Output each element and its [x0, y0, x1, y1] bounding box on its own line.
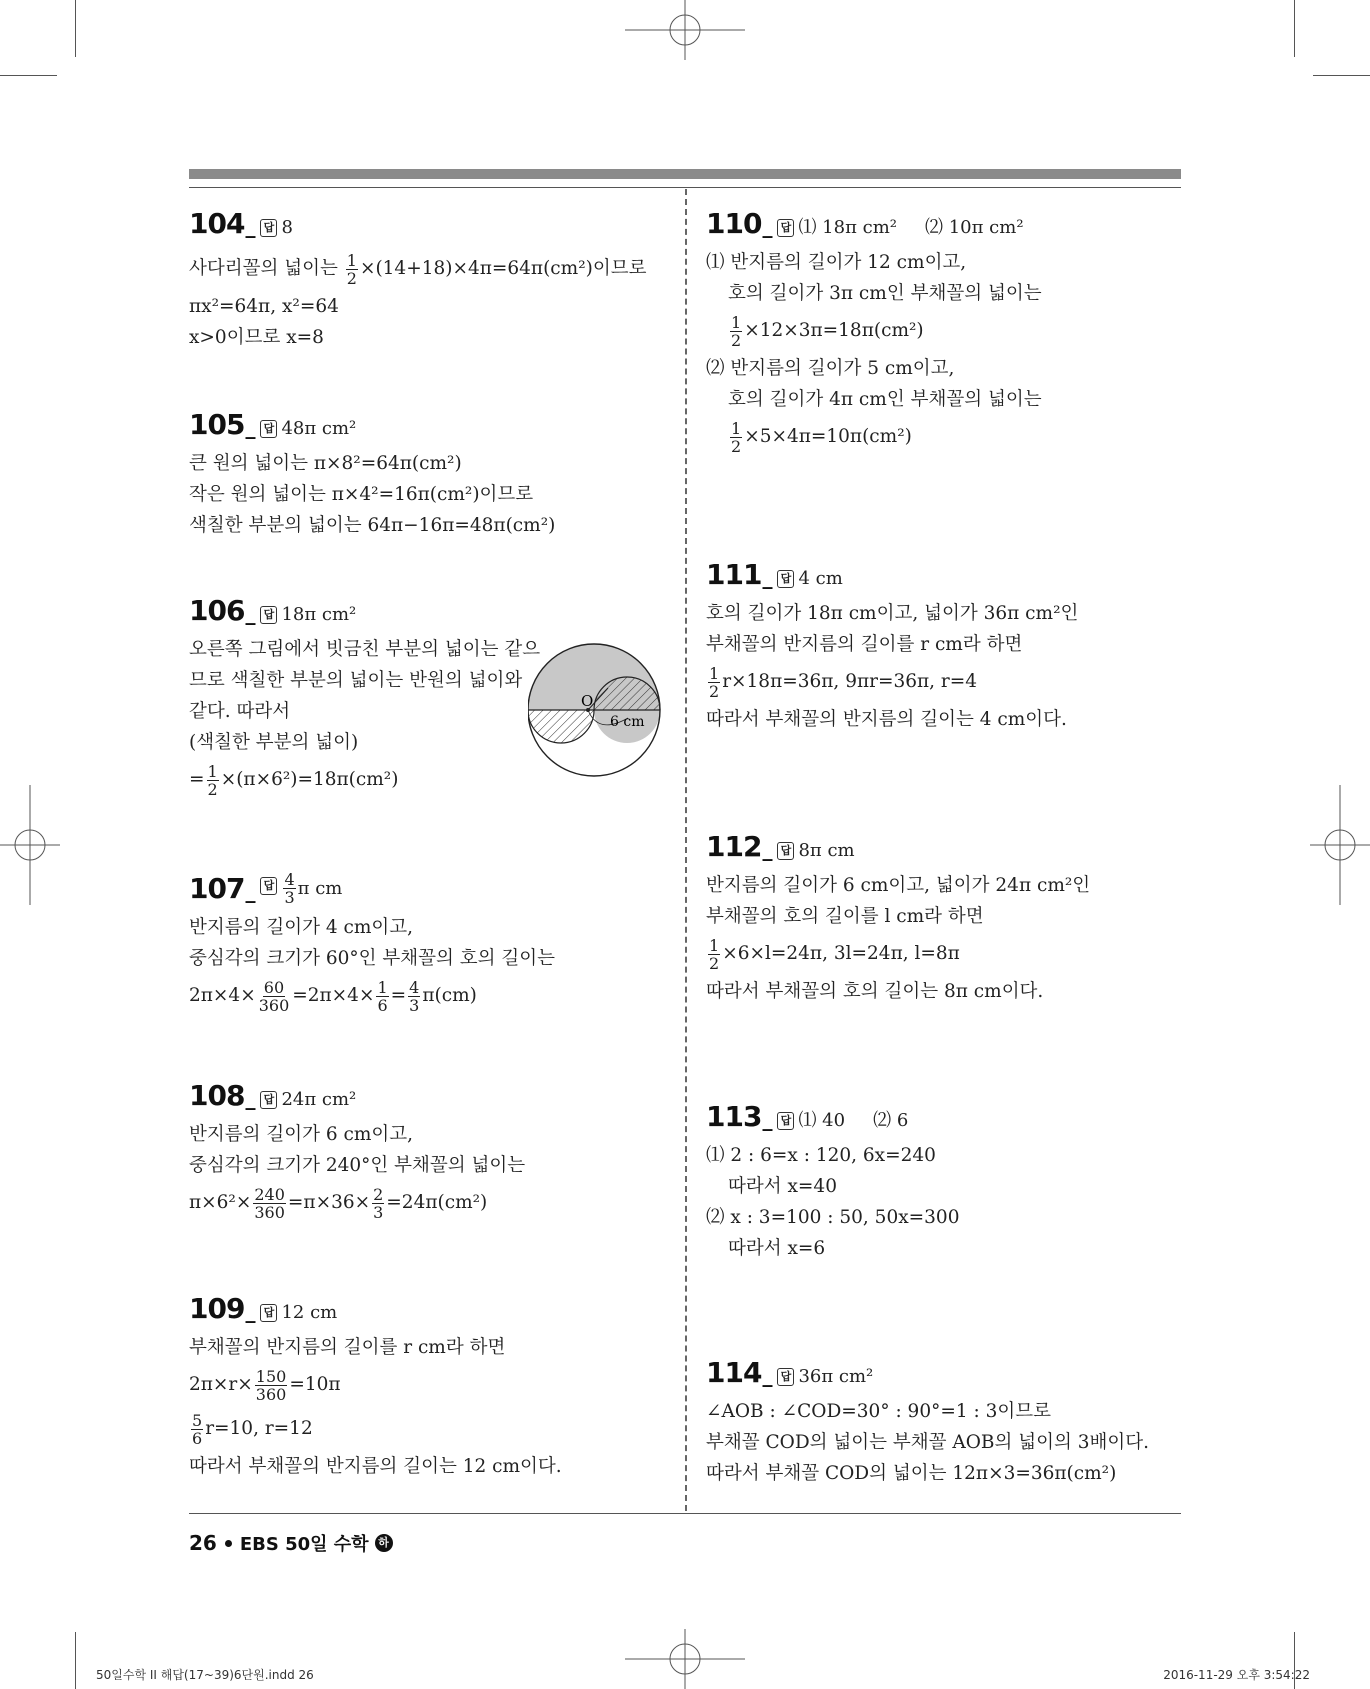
solution-line: 따라서 부채꼴의 반지름의 길이는 4 cm이다. — [706, 709, 1067, 730]
problem-number: 108 _ — [189, 1079, 260, 1112]
answer: 8 — [281, 217, 293, 238]
answer-icon: 답 — [260, 420, 277, 438]
solution-line: ⑴ 2 : 6=x : 120, 6x=240 — [706, 1145, 936, 1166]
column-divider — [685, 189, 687, 1511]
solution-text: π(cm) — [422, 985, 477, 1006]
solution-line: 작은 원의 넓이는 π×4²=16π(cm²)이므로 — [189, 484, 534, 505]
solution-line: 색칠한 부분의 넓이는 64π−16π=48π(cm²) — [189, 515, 556, 536]
solution-line: 호의 길이가 3π cm인 부채꼴의 넓이는 — [728, 283, 1042, 304]
fraction: $\frac{1}{2}$ — [731, 312, 742, 350]
solution-line: ⑵ 반지름의 길이가 5 cm이고, — [706, 358, 955, 379]
answer-1: ⑴ 18π cm² — [798, 217, 897, 238]
solution-line: 오른쪽 그림에서 빗금친 부분의 넓이는 같으 — [189, 639, 541, 660]
registration-mark-bottom — [625, 1629, 745, 1689]
solution-text: 2π×r× — [189, 1374, 253, 1395]
solution-line: 호의 길이가 18π cm이고, 넓이가 36π cm²인 — [706, 603, 1079, 624]
page-footer — [189, 1530, 393, 1556]
solution-text: = — [189, 769, 205, 790]
answer: 4 cm — [798, 568, 843, 589]
crop-mark — [0, 75, 57, 76]
solution-line: 부채꼴 COD의 넓이는 부채꼴 AOB의 넓이의 3배이다. — [706, 1432, 1150, 1453]
fraction: $\frac{1}{2}$ — [709, 663, 720, 701]
fraction: $\frac{240}{360}$ — [254, 1184, 285, 1222]
registration-mark-right — [1310, 785, 1370, 905]
answer-icon: 답 — [777, 842, 794, 860]
answer-icon: 답 — [260, 877, 277, 895]
fraction: $\frac{4}{3}$ — [409, 977, 420, 1015]
answer-fraction: $\frac{4}{3}$ — [284, 869, 295, 907]
answer-icon: 답 — [260, 219, 277, 237]
solution-text: =24π(cm²) — [386, 1192, 488, 1213]
crop-mark — [1313, 75, 1370, 76]
answer: 36π cm² — [798, 1366, 874, 1387]
book-title: EBS 50일 수학 — [239, 1534, 369, 1555]
problem-number: 111 _ — [706, 558, 777, 591]
solution-text: r×18π=36π, 9πr=36π, r=4 — [722, 671, 978, 692]
registration-mark-top — [625, 0, 745, 60]
problem-110 — [706, 207, 1176, 459]
header-rule — [189, 187, 1181, 188]
fraction: $\frac{1}{2}$ — [709, 935, 720, 973]
solution-line: πx²=64π, x²=64 — [189, 296, 339, 317]
problem-number: 114 _ — [706, 1356, 777, 1389]
solution-line: ∠AOB : ∠COD=30° : 90°=1 : 3이므로 — [706, 1401, 1051, 1422]
solution-line: 큰 원의 넓이는 π×8²=64π(cm²) — [189, 453, 462, 474]
crop-mark — [1294, 0, 1295, 57]
answer: 8π cm — [798, 840, 855, 861]
solution-line: 따라서 x=40 — [728, 1176, 837, 1197]
fraction: $\frac{60}{360}$ — [258, 977, 290, 1015]
solution-line: 따라서 x=6 — [728, 1238, 826, 1259]
registration-mark-left — [0, 785, 60, 905]
problem-105 — [189, 408, 659, 541]
problem-number: 107 _ — [189, 872, 260, 905]
fraction: $\frac{5}{6}$ — [192, 1410, 203, 1448]
solution-text: ×5×4π=10π(cm²) — [744, 426, 912, 447]
radius-label: 6 cm — [610, 714, 645, 730]
answer: π cm — [297, 877, 343, 899]
answer-2: ⑵ 6 — [873, 1110, 909, 1131]
header-bar — [189, 169, 1181, 179]
point-o-label: O — [581, 692, 594, 710]
solution-line: 중심각의 크기가 240°인 부채꼴의 넓이는 — [189, 1155, 526, 1176]
problem-number: 113 _ — [706, 1100, 777, 1133]
fraction: $\frac{1}{6}$ — [377, 977, 388, 1015]
circle-figure — [528, 640, 664, 780]
answer-icon: 답 — [777, 1112, 794, 1130]
solution-line: 부채꼴의 반지름의 길이를 r cm라 하면 — [706, 634, 1023, 655]
answer-icon: 답 — [260, 606, 277, 624]
problem-111 — [706, 558, 1176, 735]
crop-mark — [75, 0, 76, 57]
solution-line: 따라서 부채꼴의 호의 길이는 8π cm이다. — [706, 981, 1044, 1002]
crop-mark — [75, 1632, 76, 1689]
problem-number: 104 _ — [189, 207, 260, 240]
solution-text: = — [390, 985, 407, 1006]
fraction: $\frac{1}{2}$ — [731, 418, 742, 456]
problem-number: 110 _ — [706, 207, 777, 240]
solution-line: x>0이므로 x=8 — [189, 327, 324, 348]
solution-line: 따라서 부채꼴의 반지름의 길이는 12 cm이다. — [189, 1456, 562, 1477]
bullet-icon — [225, 1540, 232, 1547]
answer: 18π cm² — [281, 604, 357, 625]
solution-text: ×12×3π=18π(cm²) — [744, 320, 924, 341]
answer-icon: 답 — [777, 219, 794, 237]
problem-104 — [189, 207, 659, 353]
print-datetime: 2016-11-29 오후 3:54:22 — [1163, 1668, 1310, 1682]
solution-line: 부채꼴의 반지름의 길이를 r cm라 하면 — [189, 1337, 506, 1358]
problem-112 — [706, 830, 1176, 1007]
answer-1: ⑴ 40 — [798, 1110, 846, 1131]
file-slug: 50일수학 II 해답(17~39)6단원.indd 26 — [96, 1668, 314, 1682]
volume-badge: 하 — [375, 1534, 393, 1552]
solution-line: ⑴ 반지름의 길이가 12 cm이고, — [706, 252, 967, 273]
solution-text: =10π — [289, 1374, 341, 1395]
solution-line: 반지름의 길이가 6 cm이고, 넓이가 24π cm²인 — [706, 875, 1091, 896]
solution-text: =2π×4× — [292, 985, 375, 1006]
fraction: $\frac{1}{2}$ — [207, 761, 218, 799]
solution-line: 호의 길이가 4π cm인 부채꼴의 넓이는 — [728, 389, 1042, 410]
footer-rule — [189, 1513, 1181, 1514]
solution-line: ⑵ x : 3=100 : 50, 50x=300 — [706, 1207, 960, 1228]
answer: 12 cm — [281, 1302, 338, 1323]
solution-line: 반지름의 길이가 4 cm이고, — [189, 917, 414, 938]
problem-109 — [189, 1292, 659, 1482]
solution-text: r=10, r=12 — [205, 1418, 313, 1439]
problem-114 — [706, 1356, 1176, 1489]
answer: 48π cm² — [281, 418, 357, 439]
solution-line: 같다. 따라서 — [189, 701, 291, 722]
problem-number: 106 _ — [189, 594, 260, 627]
fraction: $\frac{150}{360}$ — [255, 1366, 287, 1404]
answer: 24π cm² — [281, 1089, 357, 1110]
answer-icon: 답 — [260, 1091, 277, 1109]
problem-108 — [189, 1079, 659, 1225]
fraction: $\frac{2}{3}$ — [373, 1184, 384, 1222]
answer-2: ⑵ 10π cm² — [925, 217, 1024, 238]
solution-line: 반지름의 길이가 6 cm이고, — [189, 1124, 414, 1145]
solution-text: 2π×4× — [189, 985, 256, 1006]
solution-text: 사다리꼴의 넓이는 — [189, 258, 338, 279]
solution-text: ×(π×6²)=18π(cm²) — [220, 769, 399, 790]
answer-icon: 답 — [260, 1304, 277, 1322]
problem-number: 109 _ — [189, 1292, 260, 1325]
solution-text: π×6²× — [189, 1192, 252, 1213]
solution-line: 따라서 부채꼴 COD의 넓이는 12π×3=36π(cm²) — [706, 1463, 1117, 1484]
page-number: 26 — [189, 1531, 217, 1555]
fraction: $\frac{1}{2}$ — [346, 250, 357, 288]
solution-line: 므로 색칠한 부분의 넓이는 반원의 넓이와 — [189, 670, 523, 691]
solution-text: ×6×l=24π, 3l=24π, l=8π — [722, 943, 960, 964]
problem-113 — [706, 1100, 1176, 1264]
solution-line: 중심각의 크기가 60°인 부채꼴의 호의 길이는 — [189, 948, 556, 969]
solution-text: =π×36× — [287, 1192, 371, 1213]
solution-text: ×(14+18)×4π=64π(cm²)이므로 — [359, 258, 647, 279]
answer-icon: 답 — [777, 570, 794, 588]
solution-line: (색칠한 부분의 넓이) — [189, 732, 359, 753]
problem-number: 112 _ — [706, 830, 777, 863]
answer-icon: 답 — [777, 1368, 794, 1386]
solution-line: 부채꼴의 호의 길이를 l cm라 하면 — [706, 906, 984, 927]
problem-107 — [189, 864, 659, 1018]
problem-number: 105 _ — [189, 408, 260, 441]
